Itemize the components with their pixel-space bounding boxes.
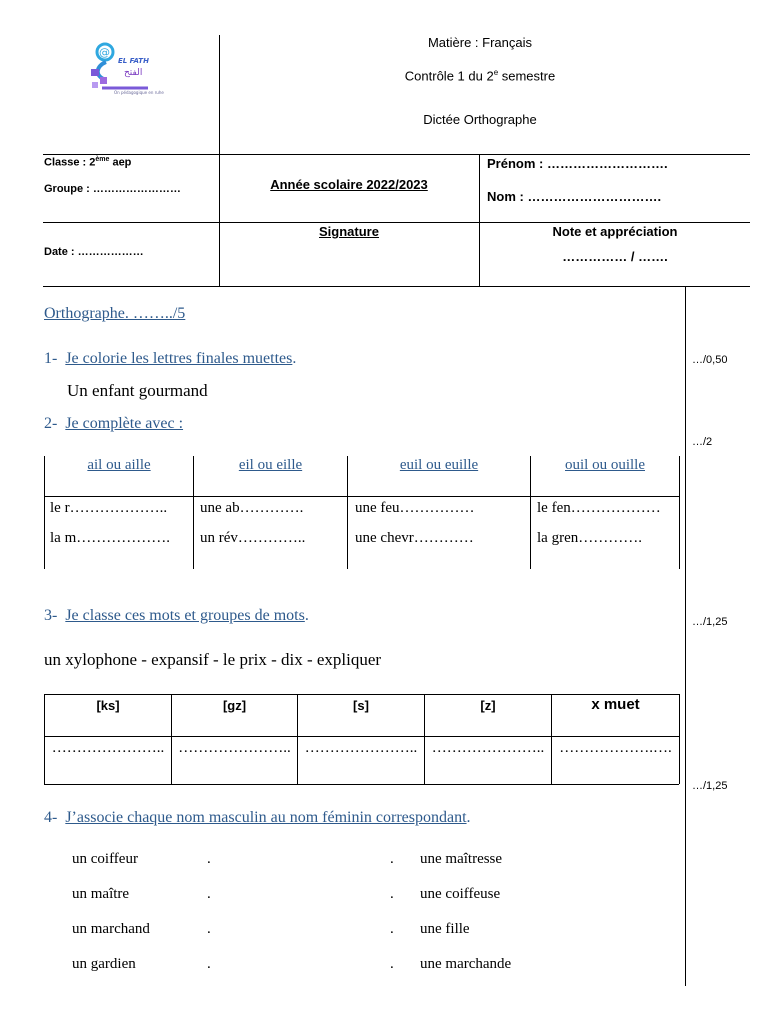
margin-line xyxy=(685,286,686,986)
class-text: Classe : 2 xyxy=(44,156,96,169)
question-2-title xyxy=(44,415,183,433)
match-point[interactable]: . xyxy=(207,921,211,937)
grid-line xyxy=(44,736,679,737)
control-text: Contrôle 1 du 2 xyxy=(404,68,494,84)
q2-cell: le r……………….. xyxy=(50,500,168,516)
q2-header-cell: ouil ou ouille xyxy=(565,457,645,473)
last-name-field: Nom : …………………………. xyxy=(487,189,662,204)
control-label xyxy=(330,68,630,83)
match-point[interactable]: . xyxy=(390,956,394,972)
feminine-noun: une maîtresse xyxy=(420,851,503,867)
q3-header-cell: [ks] xyxy=(96,698,120,713)
q2-cell: une chevr………… xyxy=(355,530,474,546)
class-end: aep xyxy=(109,156,132,169)
question-text: Je colorie les lettres finales muettes xyxy=(65,350,293,367)
q2-cell: le fen……………… xyxy=(537,500,661,516)
match-point[interactable]: . xyxy=(390,886,394,902)
note-label: Note et appréciation xyxy=(552,224,678,239)
subject-label: Matière : Français xyxy=(427,35,533,50)
question-number: 4- xyxy=(44,809,58,826)
feminine-noun: une marchande xyxy=(420,956,512,972)
q2-cell: une feu…………… xyxy=(355,500,475,516)
question-4-title xyxy=(44,809,471,827)
q3-cell: ………………….. xyxy=(178,740,291,756)
school-logo xyxy=(88,42,170,100)
first-name-field: Prénom : ………………………. xyxy=(487,156,668,171)
note-value: …………… / ……. xyxy=(562,249,668,264)
q3-cell: ……………….…. xyxy=(559,740,672,756)
match-point[interactable]: . xyxy=(207,851,211,867)
exam-title: Dictée Orthographe xyxy=(423,112,537,127)
q2-score: …/2 xyxy=(692,436,713,448)
control-end: semestre xyxy=(498,68,556,84)
masculine-noun: un coiffeur xyxy=(72,851,138,867)
question-number: 3- xyxy=(44,607,58,624)
question-text: J’associe chaque nom masculin au nom féminin correspondant xyxy=(65,809,467,826)
grid-line xyxy=(219,35,220,155)
question-punct: . xyxy=(292,350,297,367)
grid-line xyxy=(43,286,750,287)
logo-wordmark: EL FATH xyxy=(118,57,149,65)
q2-header-cell: eil ou eille xyxy=(238,457,303,473)
question-punct: . xyxy=(466,809,471,826)
question-text: Je complète avec : xyxy=(65,415,184,432)
q3-header-cell: x muet xyxy=(591,696,640,713)
match-point[interactable]: . xyxy=(207,886,211,902)
q3-score: …/1,25 xyxy=(692,616,728,628)
q3-header-cell: [gz] xyxy=(222,698,247,713)
grid-line xyxy=(679,456,680,569)
q2-cell: un rév………….. xyxy=(200,530,306,546)
q3-cell: ………………….. xyxy=(304,740,418,756)
feminine-noun: une fille xyxy=(420,921,470,937)
q3-word-list: un xylophone - expansif - le prix - dix - expliquer xyxy=(44,650,382,669)
date-field: Date : ……………… xyxy=(44,246,144,258)
q3-cell: ………………….. xyxy=(51,740,165,756)
q3-header-cell: [s] xyxy=(353,698,369,713)
q2-header-cell: ail ou aille xyxy=(87,457,151,473)
grid-line xyxy=(219,154,220,286)
question-number: 1- xyxy=(44,350,58,367)
logo-tagline: On pédagogique en ruhe xyxy=(114,90,164,95)
signature-label: Signature xyxy=(319,224,379,239)
grid-line xyxy=(43,154,750,155)
group-field: Groupe : …………………… xyxy=(44,183,181,195)
question-text: Je classe ces mots et groupes de mots xyxy=(65,607,305,624)
question-number: 2- xyxy=(44,415,58,432)
match-point[interactable]: . xyxy=(390,851,394,867)
match-point[interactable]: . xyxy=(390,921,394,937)
masculine-noun: un maître xyxy=(72,886,130,902)
class-label xyxy=(44,156,131,169)
grid-line xyxy=(43,222,750,223)
grid-line xyxy=(479,154,480,286)
logo-arabic-wordmark: الفتح xyxy=(124,68,143,78)
svg-text:@: @ xyxy=(99,46,110,59)
question-1-title xyxy=(44,350,296,368)
q2-cell: la gren…………. xyxy=(537,530,642,546)
feminine-noun: une coiffeuse xyxy=(420,886,501,902)
grid-line xyxy=(44,496,679,497)
masculine-noun: un gardien xyxy=(72,956,136,972)
school-year: Année scolaire 2022/2023 xyxy=(270,177,428,192)
q3-header-cell: [z] xyxy=(480,698,496,713)
section-title: Orthographe. ……../5 xyxy=(44,305,186,322)
q2-cell: la m………………. xyxy=(50,530,170,546)
grid-line xyxy=(679,694,680,784)
class-sup: ème xyxy=(95,156,110,163)
question-punct: . xyxy=(304,607,309,624)
q4-score: …/1,25 xyxy=(692,780,728,792)
grid-line xyxy=(44,694,679,695)
control-sup: e xyxy=(493,68,499,77)
q2-header-cell: euil ou euille xyxy=(399,457,479,473)
q1-phrase: Un enfant gourmand xyxy=(67,381,208,400)
question-3-title xyxy=(44,607,309,625)
match-point[interactable]: . xyxy=(207,956,211,972)
q1-score: …/0,50 xyxy=(692,354,728,366)
grid-line xyxy=(44,784,679,785)
q2-cell: une ab…………. xyxy=(200,500,304,516)
q3-cell: ………………….. xyxy=(431,740,545,756)
masculine-noun: un marchand xyxy=(72,921,150,937)
